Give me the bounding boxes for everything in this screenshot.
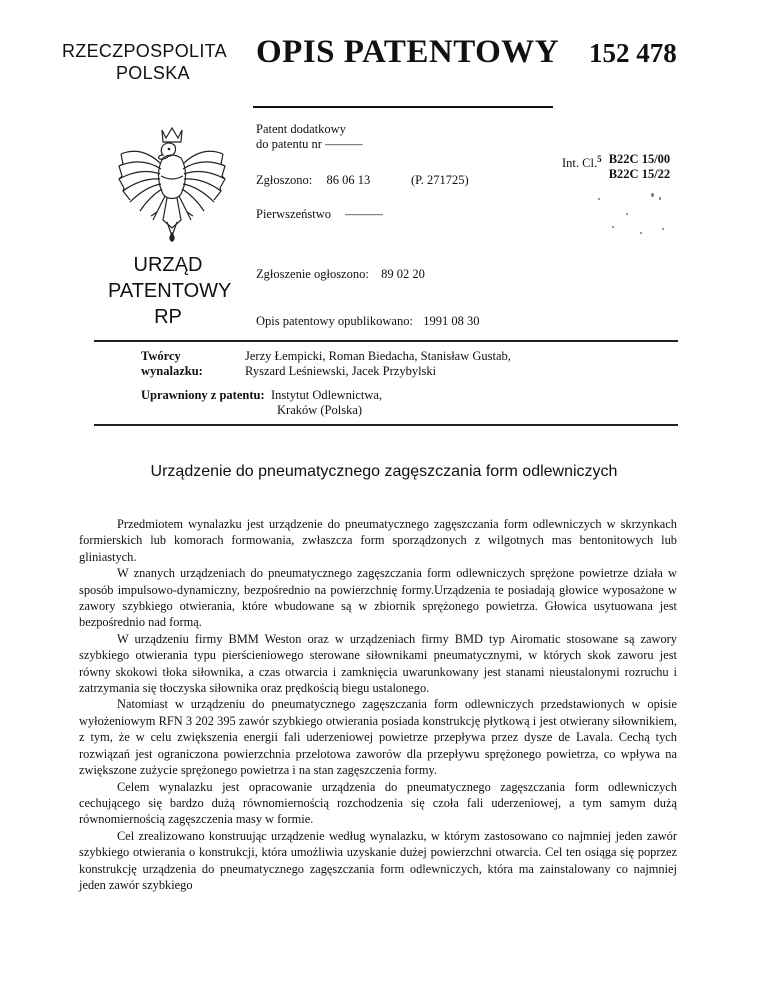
paragraph: W znanych urządzeniach do pneumatycznego zagęszczania form odlewniczych sprężone powietrze działa w sposób impulsowo-dynamiczny, bezpośrednio na powierzchnię formy.Urządzenia te posiadają głowice wyposażone w zawory szybkiego otwierania, które wbudowane są w zbiornik sprężonego powietrza. Głowica usytuowana jest bezpośrednio nad formą. — [79, 566, 677, 630]
inventors-label: Twórcy wynalazku: — [141, 349, 203, 378]
document-title: OPIS PATENTOWY — [256, 34, 560, 70]
scan-artifact — [612, 226, 614, 228]
owner-row — [141, 388, 511, 418]
owner-label: Uprawniony z patentu: — [141, 388, 265, 402]
additional-patent-line-2: do patentu nr ——— — [256, 137, 363, 151]
priority-label: Pierwszeństwo — [256, 207, 331, 221]
announced-label: Zgłoszenie ogłoszono: — [256, 267, 369, 281]
owner-line-1: Instytut Odlewnictwa, — [271, 388, 383, 402]
scan-artifact — [651, 193, 654, 197]
announced-field — [256, 267, 425, 282]
paragraph: Natomiast w urządzeniu do pneumatycznego zagęszczania form odlewniczych przedstawionych w opisie wyłożeniowym RFN 3 202 395 zawór szybkiego otwierania posiada konstrukcję płytkową i jest otwierany siłownikiem, z tym, że w celu zwiększenia energii fali uderzeniowej powietrze przepływa przez dysze de Lavala. Cechą tych rozwiązań jest ograniczona powierzchnia przelotowa zaworów dla przepływu sprężonego powietrza, co wpływa na zwiększone zużycie sprężonego powietrza i na stan zagęszczenia formy. — [79, 697, 677, 778]
priority-field — [256, 207, 383, 222]
parties-block — [141, 349, 511, 418]
office-line-1: URZĄD — [133, 254, 203, 276]
inventors-line-1: Jerzy Łempicki, Roman Biedacha, Stanisław Gustab, — [245, 349, 511, 363]
description-body — [79, 516, 677, 893]
published-label: Opis patentowy opublikowano: — [256, 314, 413, 328]
scan-artifact — [598, 198, 600, 200]
office-line-3: RP — [154, 306, 182, 328]
paragraph: W urządzeniu firmy BMM Weston oraz w urządzeniach firmy BMD typ Airomatic stosowane są zawory szybkiego otwierania typu pierścieniowego sterowane siłownikami pneumatycznymi, w których skok zaworu jest równy skokowi tłoka siłownika, a czas otwarcia i zamknięcia uwarunkowany jest stanami nieustalonymi rozruchu i zatrzymania się tłoczyska siłownika oraz prędkością biegu ustalonego. — [79, 631, 677, 696]
ipc-classification — [562, 152, 670, 182]
announced-date: 89 02 20 — [381, 267, 425, 281]
office-line-2: PATENTOWY — [108, 280, 232, 302]
published-date: 1991 08 30 — [423, 314, 480, 328]
section-divider-bottom — [94, 424, 678, 426]
filed-date: 86 06 13 — [326, 173, 371, 187]
country-name — [62, 40, 227, 84]
ipc-code-1: B22C 15/00 — [608, 152, 671, 166]
additional-patent-field — [256, 122, 363, 152]
priority-value: ——— — [345, 207, 383, 221]
country-line-1: RZECZPOSPOLITA — [62, 41, 227, 61]
paragraph: Przedmiotem wynalazku jest urządzenie do pneumatycznego zagęszczania form odlewniczych w skrzynkach formierskich lub komorach formowania, zwłaszcza form sporządzonych z wilgotnych mas bentonitowych lub gliniastych. — [79, 517, 677, 564]
ipc-label: Int. Cl.$^5$ — [562, 154, 602, 171]
ipc-edition: 5 — [597, 154, 602, 164]
patent-office — [108, 252, 232, 330]
inventors-row — [141, 349, 511, 379]
scan-artifact — [626, 213, 628, 215]
paragraph: Cel zrealizowano konstruując urządzenie według wynalazku, w którym zastosowano co najmniej jeden zawór szybkiego otwierania o konstrukcji, która umożliwia uzyskanie dużej powierzchni otwarcia. Cel ten osiąga się poprzez konstrukcję urządzenia do pneumatycznego zagęszczania form odlewniczych, która ma zainstalowany co najmniej jeden zawór szybkiego — [79, 828, 677, 892]
inventors-line-2: Ryszard Leśniewski, Jacek Przybylski — [245, 364, 437, 378]
ipc-code-2: B22C 15/22 — [608, 167, 671, 181]
owner-line-2: Kraków (Polska) — [277, 403, 363, 417]
patent-number: 152 478 — [589, 38, 677, 68]
scan-artifact — [659, 197, 661, 200]
invention-title: Urządzenie do pneumatycznego zagęszczania form odlewniczych — [150, 463, 618, 480]
application-number: (P. 271725) — [411, 173, 469, 187]
eagle-emblem-icon — [113, 124, 231, 250]
scan-artifact — [662, 228, 664, 230]
paragraph: Celem wynalazku jest opracowanie urządzenia do pneumatycznego zagęszczania form odlewniczych cechującego się bardzo dużą równomiernością rozchodzenia się czoła fali uderzeniowej, a tym samym dużą równomiernością zagęszczenia masy w formie. — [79, 779, 677, 827]
section-divider-top — [94, 340, 678, 342]
additional-patent-line-1: Patent dodatkowy — [256, 122, 346, 136]
filed-label: Zgłoszono: — [256, 173, 313, 187]
published-field — [256, 314, 479, 329]
scan-artifact — [640, 232, 642, 234]
country-line-2: POLSKA — [116, 63, 190, 83]
filed-field — [256, 173, 370, 188]
header-divider — [253, 106, 553, 108]
